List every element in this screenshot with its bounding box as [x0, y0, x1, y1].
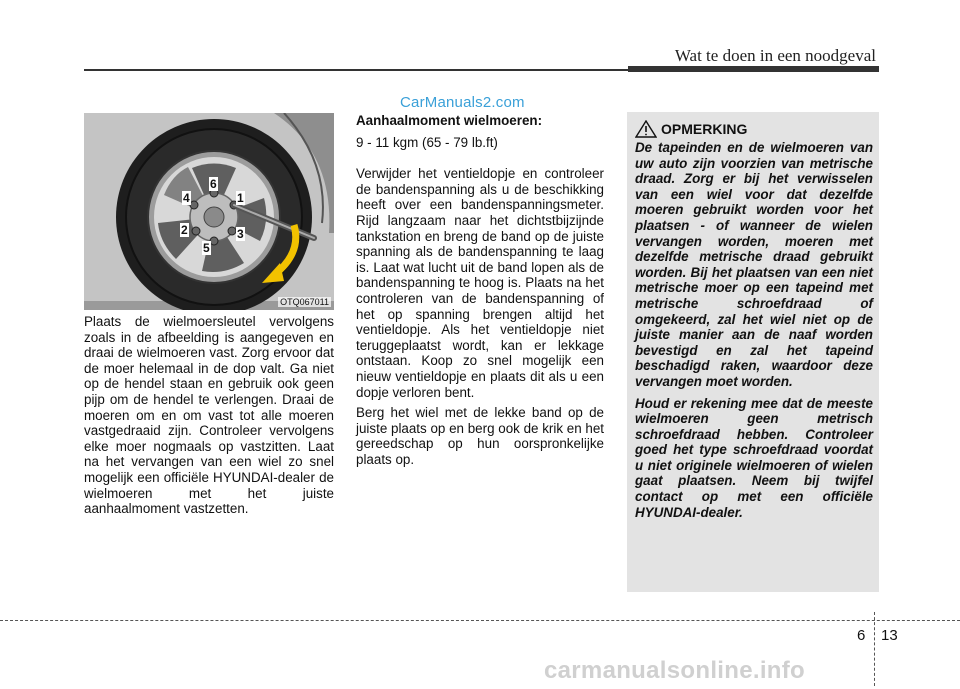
- note-title: OPMERKING: [661, 121, 748, 137]
- nut-label-2: 2: [181, 223, 188, 237]
- column-1: [84, 314, 334, 517]
- page-number-separator: [874, 612, 875, 686]
- note-paragraph-2: Houd er rekening mee dat de meeste wielmoeren geen metrisch schroefdraad hebben. Controleer goed het type schroefdraad voordat u niet originele wielmoeren of wielen gaat plaatsen. Neem bij twijfel contact op met een officiële HYUNDAI-dealer.: [635, 395, 873, 520]
- nut-label-1: 1: [237, 191, 244, 205]
- nut-label-5: 5: [203, 241, 210, 255]
- page-number: 13: [881, 627, 898, 644]
- note-header: [635, 120, 747, 138]
- figure-caption: OTQ067011: [280, 297, 329, 307]
- column-2-paragraph-2: Berg het wiel met de lekke band op de juiste plaats op en berg ook de krik en het gereedschap op hun oorspronkelijke plaats op.: [356, 405, 604, 467]
- column-1-paragraph: Plaats de wielmoersleutel vervolgens zoals in de afbeelding is aangegeven en draai de wielmoeren vast. Zorg ervoor dat de moer helemaal in de dop valt. Ga niet op de hendel staan en gebruik ook geen pijp om de hendel te verlengen. Draai de moeren om en om vast tot alle moeren vastgedraaid zijn. Controleer vervolgens elke moer nogmaals op vastzitten. Laat na het vervangen van een wiel zo snel mogelijk een officiële HYUNDAI-dealer de wielmoeren met het juiste aanhaalmoment vastzetten.: [84, 314, 334, 517]
- top-watermark: CarManuals2.com: [400, 94, 525, 111]
- header-rule-accent: [628, 66, 879, 72]
- note-body: [635, 140, 873, 526]
- nut-label-6: 6: [210, 177, 217, 191]
- torque-heading: Aanhaalmoment wielmoeren:: [356, 113, 543, 128]
- torque-spec: 9 - 11 kgm (65 - 79 lb.ft): [356, 134, 498, 150]
- note-paragraph-1: De tapeinden en de wielmoeren van uw auto zijn voorzien van metrische draad. Zorg er bij het verwisselen van een wiel voor dat dezelfde moeren gebruikt worden voor het plaatsen - of wanneer de wielen vervangen worden, moeren met dezelfde metrische draad gebruikt worden. Bij het plaatsen van een niet metrische moer op een tapeind met metrische schroefdraad of omgekeerd, zal het wiel niet op de juiste manier aan de naaf worden bevestigd en zal het tapeind beschadigd raken, waardoor deze vervangen moet worden.: [635, 140, 873, 389]
- warning-triangle-icon: [635, 120, 657, 138]
- bottom-watermark: carmanualsonline.info: [544, 657, 806, 684]
- chapter-number: 6: [857, 627, 866, 644]
- column-2-paragraph-1: Verwijder het ventieldopje en controleer de bandenspanning als u de beschikking heeft over een bandenspanningsmeter. Rijd langzaam naar het dichtstbijzijnde tankstation en breng de band op de juiste spanning als de bandenspanning te laag is. Laat wat lucht uit de band lopen als de bandenspanning te hoog is. Plaats na het controleren van de bandenspanning of het op spanning brengen altijd het ventieldopje. Als het ventieldopje niet teruggeplaatst wordt, kan er lekkage ontstaan. Koop zo snel mogelijk een nieuw ventieldopje en plaats dit als u een dopje verloren bent.: [356, 166, 604, 400]
- header-title: Wat te doen in een noodgeval: [674, 46, 876, 65]
- footer-rule: [0, 620, 960, 621]
- nut-label-3: 3: [237, 227, 244, 241]
- nut-label-4: 4: [183, 191, 190, 205]
- column-2: [356, 113, 604, 467]
- wheel-figure: [84, 113, 334, 310]
- wheel-illustration: [84, 113, 334, 310]
- note-box: [627, 112, 879, 592]
